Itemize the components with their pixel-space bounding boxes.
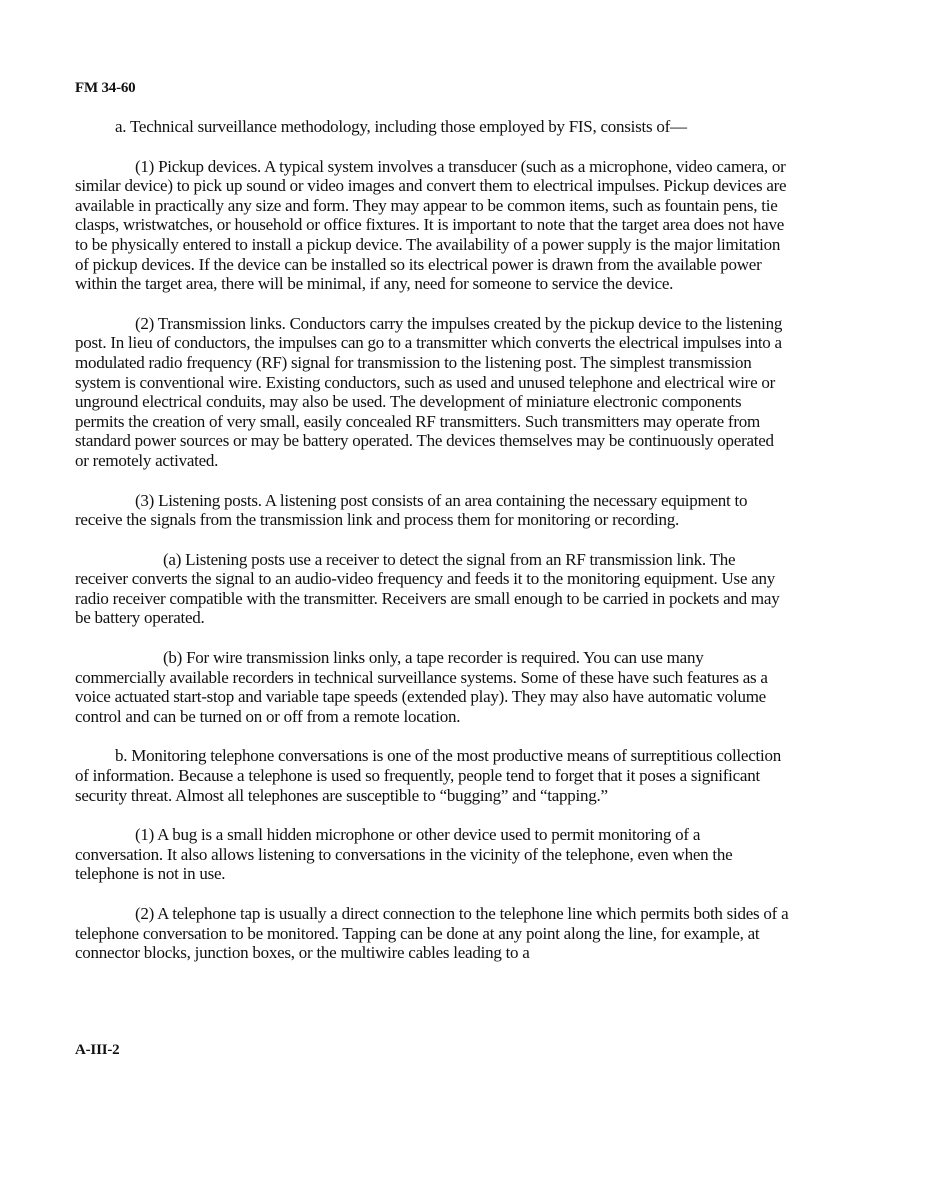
body-text xyxy=(75,117,789,983)
document-id-header: FM 34-60 xyxy=(75,80,136,96)
paragraph-a1-pickup-devices: (1) Pickup devices. A typical system involves a transducer (such as a microphone, video camera, or similar device) to pick up sound or video images and convert them to electrical impulses. Pickup devices are available in practically any size and form. They may appear to be common items, such as fountain pens, tie clasps, wristwatches, or household or office fixtures. It is important to note that the target area does not have to be physically entered to install a pickup device. The availability of a power supply is the major limitation of pickup devices. If the device can be installed so its electrical power is drawn from the available power within the target area, there will be minimal, if any, need for someone to service the device. xyxy=(75,156,787,294)
paragraph-a: a. Technical surveillance methodology, including those employed by FIS, consists of— xyxy=(115,117,687,136)
paragraph-a2-transmission-links: (2) Transmission links. Conductors carry the impulses created by the pickup device to the listening post. In lieu of conductors, the impulses can go to a transmitter which converts the electrical impulses into a modulated radio frequency (RF) signal for transmission to the listening post. The simplest transmission system is conventional wire. Existing conductors, such as used and unused telephone and electrical wire or unground electrical conduits, may also be used. The development of miniature electronic components permits the creation of very small, easily concealed RF transmitters. Such transmitters may operate from standard power sources or may be battery operated. The devices themselves may be continuously operated or remotely activated. xyxy=(75,313,783,470)
paragraph-b: b. Monitoring telephone conversations is one of the most productive means of surreptitious collection of information. Because a telephone is used so frequently, people tend to forget that it poses a significant security threat. Almost all telephones are susceptible to “bugging” and “tapping.” xyxy=(75,746,781,805)
paragraph-a3a-receivers: (a) Listening posts use a receiver to detect the signal from an RF transmission link. The receiver converts the signal to an audio-video frequency and feeds it to the monitoring equipment. Use any radio receiver compatible with the transmitter. Receivers are small enough to be carried in pockets and may be battery operated. xyxy=(75,549,780,628)
paragraph-a3b-tape-recorders: (b) For wire transmission links only, a tape recorder is required. You can use many commercially available recorders in technical surveillance systems. Some of these have such features as a voice actuated start-stop and variable tape speeds (extended play). They may also have automatic volume control and can be turned on or off from a remote location. xyxy=(75,648,768,726)
paragraph-b1-bug: (1) A bug is a small hidden microphone or other device used to permit monitoring of a conversation. It also allows listening to conversations in the vicinity of the telephone, even when the telephone is not in use. xyxy=(75,825,733,884)
paragraph-a3-listening-posts: (3) Listening posts. A listening post consists of an area containing the necessary equipment to receive the signals from the transmission link and process them for monitoring or recording. xyxy=(75,490,748,530)
paragraph-b2-telephone-tap: (2) A telephone tap is usually a direct connection to the telephone line which permits both sides of a telephone conversation to be monitored. Tapping can be done at any point along the line, for example, at connector blocks, junction boxes, or the multiwire cables leading to a xyxy=(75,904,789,963)
page-number-footer: A-III-2 xyxy=(75,1042,120,1058)
